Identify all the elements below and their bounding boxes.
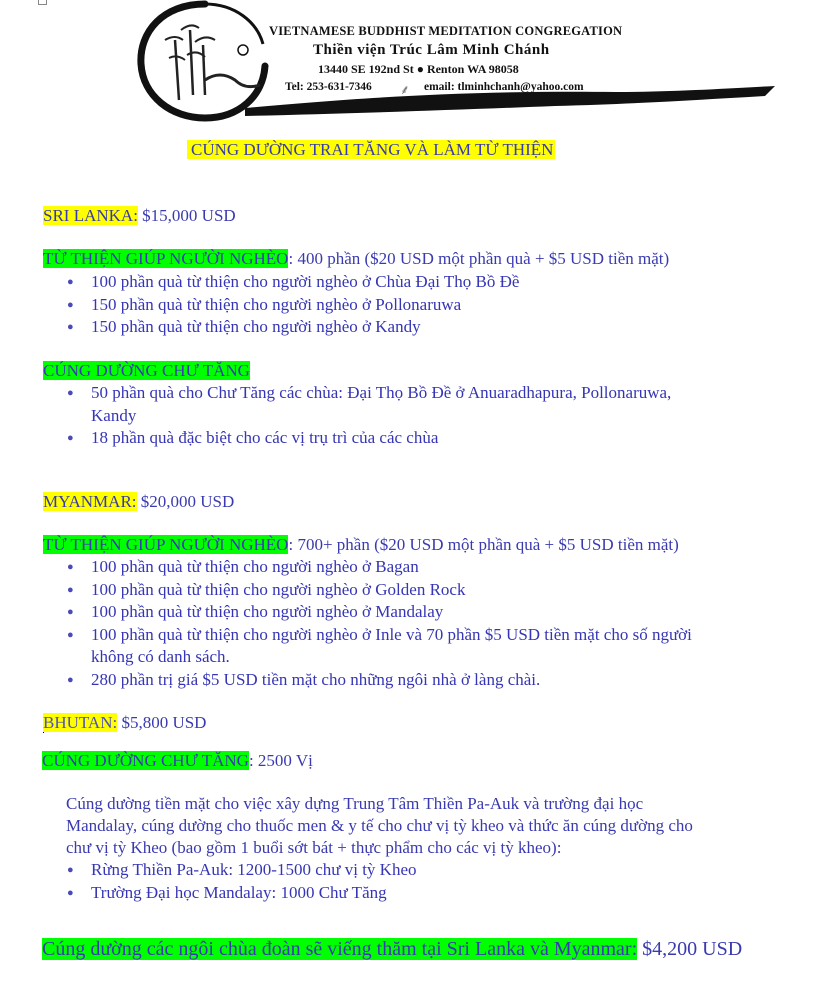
list-item-line: 50 phần quà cho Chư Tăng các chùa: Đại Thọ Bồ Đề ở Anuaradhapura, Pollonaruwa, (91, 383, 672, 402)
bhutan-paragraph (66, 793, 693, 859)
list-item: ● 18 phần quà đặc biệt cho các vị trụ trì của các chùa (42, 427, 781, 450)
sri-lanka-label: SRI LANKA: (43, 206, 138, 225)
org-phone: Tel: 253-631-7346 (285, 81, 372, 93)
sri-lanka-amount: $15,000 USD (137, 206, 236, 225)
myanmar-charity-list (42, 556, 781, 691)
bhutan-label: BHUTAN: (43, 713, 118, 732)
bhutan-monk-text: : 2500 Vị (248, 751, 313, 770)
bhutan-heading (43, 712, 206, 734)
list-item: ● 100 phần quà từ thiện cho người nghèo ở Chùa Đại Thọ Bồ Đề (42, 271, 781, 294)
paragraph-line: Cúng dường tiền mặt cho việc xây dựng Trung Tâm Thiền Pa-Auk và trường đại học (66, 794, 644, 813)
list-item: ● 150 phần quà từ thiện cho người nghèo ở Kandy (42, 316, 781, 339)
temples-offering-label: Cúng dường các ngôi chùa đoàn sẽ viếng thăm tại Sri Lanka và Myanmar: (42, 938, 638, 960)
myanmar-charity-label: TỪ THIỆN GIÚP NGƯỜI NGHÈO (43, 535, 289, 554)
sri-lanka-monk-list (42, 382, 781, 450)
list-item: ● Trường Đại học Mandalay: 1000 Chư Tăng (42, 882, 781, 905)
list-item: ● 100 phần quà từ thiện cho người nghèo ở Mandalay (42, 601, 781, 624)
list-item: ● 150 phần quà từ thiện cho người nghèo ở Pollonaruwa (42, 294, 781, 317)
sri-lanka-charity-list (42, 271, 781, 339)
sri-lanka-heading (43, 205, 236, 227)
bhutan-monk-label: CÚNG DƯỜNG CHƯ TĂNG (42, 751, 249, 770)
org-email: email: tlminhchanh@yahoo.com (424, 81, 584, 93)
myanmar-amount: $20,000 USD (136, 492, 235, 511)
list-item: ● Rừng Thiền Pa-Auk: 1200-1500 chư vị tỳ Kheo (42, 859, 781, 882)
list-item (42, 382, 781, 427)
org-address: 13440 SE 192nd St ● Renton WA 98058 (318, 62, 519, 76)
paragraph-line: Mandalay, cúng dường cho thuốc men & y tế cho chư vị tỳ kheo và thức ăn cúng dường cho (66, 816, 693, 835)
page-title (187, 139, 555, 161)
list-item: ● 100 phần quà từ thiện cho người nghèo ở Golden Rock (42, 579, 781, 602)
sri-lanka-monk-label: CÚNG DƯỜNG CHƯ TĂNG (43, 361, 250, 380)
temples-offering-line (42, 936, 742, 962)
org-name-vietnamese: Thiền viện Trúc Lâm Minh Chánh (313, 42, 550, 58)
corner-marker (38, 0, 47, 5)
sri-lanka-monk-heading (43, 360, 250, 382)
list-item: ● 280 phần trị giá $5 USD tiền mặt cho những ngôi nhà ở làng chài. (42, 669, 781, 692)
leaf-icon: ⸙ (400, 82, 410, 97)
myanmar-charity-text: : 700+ phần ($20 USD một phần quà + $5 USD tiền mặt) (288, 535, 679, 554)
bhutan-monk-heading (42, 750, 313, 772)
myanmar-label: MYANMAR: (43, 492, 137, 511)
list-item-line: không có danh sách. (91, 647, 230, 666)
list-item-line: Kandy (91, 405, 137, 425)
page-title-text: CÚNG DƯỜNG TRAI TĂNG VÀ LÀM TỪ THIỆN (187, 140, 555, 159)
sri-lanka-charity-text: : 400 phần ($20 USD một phần quà + $5 USD tiền mặt) (288, 249, 670, 268)
myanmar-charity-heading (43, 534, 679, 556)
bhutan-list (42, 859, 781, 904)
bhutan-amount: $5,800 USD (117, 713, 207, 732)
list-item: ● 100 phần quà từ thiện cho người nghèo ở Bagan (42, 556, 781, 579)
temples-offering-amount: $4,200 USD (637, 938, 743, 960)
list-item-line: 100 phần quà từ thiện cho người nghèo ở Inle và 70 phần $5 USD tiền mặt cho số người (91, 624, 692, 644)
sri-lanka-charity-label: TỪ THIỆN GIÚP NGƯỜI NGHÈO (43, 249, 289, 268)
myanmar-heading (43, 491, 234, 513)
list-item (42, 624, 781, 669)
paragraph-line: chư vị tỳ Kheo (bao gồm 1 buổi sớt bát + thực phẩm cho các vị tỳ kheo): (66, 838, 562, 857)
org-name-english: VIETNAMESE BUDDHIST MEDITATION CONGREGATION (269, 24, 623, 38)
sri-lanka-charity-heading (43, 248, 669, 270)
